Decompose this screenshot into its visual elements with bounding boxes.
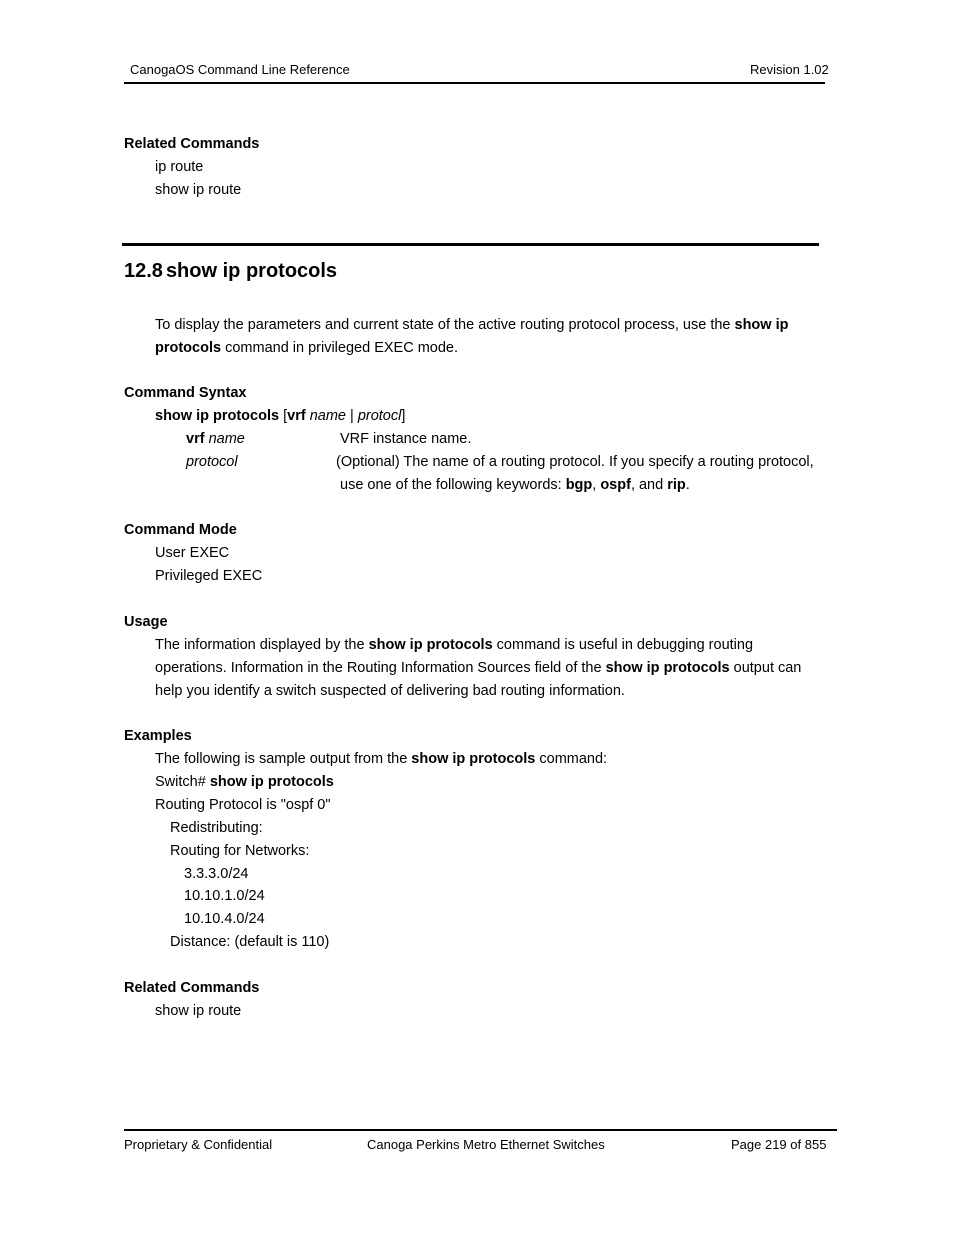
- param-vrf-desc: VRF instance name.: [340, 431, 472, 447]
- param-protocol-name: protocol: [186, 454, 238, 470]
- example-output-line: 10.10.4.0/24: [184, 911, 265, 927]
- example-output-line: 10.10.1.0/24: [184, 888, 265, 904]
- related-commands-heading-top: Related Commands: [124, 136, 260, 152]
- usage-heading: Usage: [124, 614, 168, 630]
- footer-rule: [124, 1129, 837, 1131]
- usage-line-3: help you identify a switch suspected of delivering bad routing information.: [155, 683, 625, 699]
- param-protocol-desc-2: use one of the following keywords: bgp, ospf, and rip.: [340, 477, 690, 493]
- example-output-line: 3.3.3.0/24: [184, 866, 249, 882]
- example-output-line: Routing Protocol is "ospf 0": [155, 797, 331, 813]
- param-vrf-name: vrf name: [186, 431, 245, 447]
- usage-line-2: operations. Information in the Routing Information Sources field of the show ip protocols output can: [155, 660, 802, 676]
- header-title: CanogaOS Command Line Reference: [130, 62, 350, 77]
- related-command-item: show ip route: [155, 1003, 242, 1019]
- example-output-line: Redistributing:: [170, 820, 263, 836]
- header-rule: [124, 82, 825, 84]
- syntax-line: show ip protocols [vrf name | protocl]: [155, 408, 406, 424]
- example-prompt: Switch# show ip protocols: [155, 774, 334, 790]
- section-title: show ip protocols: [165, 260, 338, 282]
- mode-item: User EXEC: [155, 545, 230, 561]
- section-heading: [124, 260, 337, 283]
- related-command-item: show ip route: [155, 182, 242, 198]
- examples-intro: The following is sample output from the show ip protocols command:: [155, 751, 608, 767]
- command-mode-heading: Command Mode: [124, 522, 237, 538]
- section-rule: [122, 243, 819, 246]
- section-number: 12.8: [124, 260, 163, 282]
- footer-page-number: Page 219 of 855: [731, 1137, 827, 1152]
- footer-left: Proprietary & Confidential: [124, 1137, 273, 1152]
- related-command-item: ip route: [155, 159, 204, 175]
- mode-item: Privileged EXEC: [155, 568, 263, 584]
- intro-line-1: To display the parameters and current state of the active routing protocol process, use the show ip: [155, 317, 789, 333]
- intro-line-2: protocols command in privileged EXEC mode.: [155, 340, 459, 356]
- footer-center: Canoga Perkins Metro Ethernet Switches: [367, 1137, 605, 1152]
- usage-line-1: The information displayed by the show ip protocols command is useful in debugging routing: [155, 637, 754, 653]
- related-commands-heading-bottom: Related Commands: [124, 980, 260, 996]
- examples-heading: Examples: [124, 728, 192, 744]
- header-revision: Revision 1.02: [750, 62, 829, 77]
- param-protocol-desc-1: (Optional) The name of a routing protocol. If you specify a routing protocol,: [336, 454, 814, 470]
- example-output-line: Routing for Networks:: [170, 843, 310, 859]
- example-output-line: Distance: (default is 110): [170, 934, 330, 950]
- command-syntax-heading: Command Syntax: [124, 385, 247, 401]
